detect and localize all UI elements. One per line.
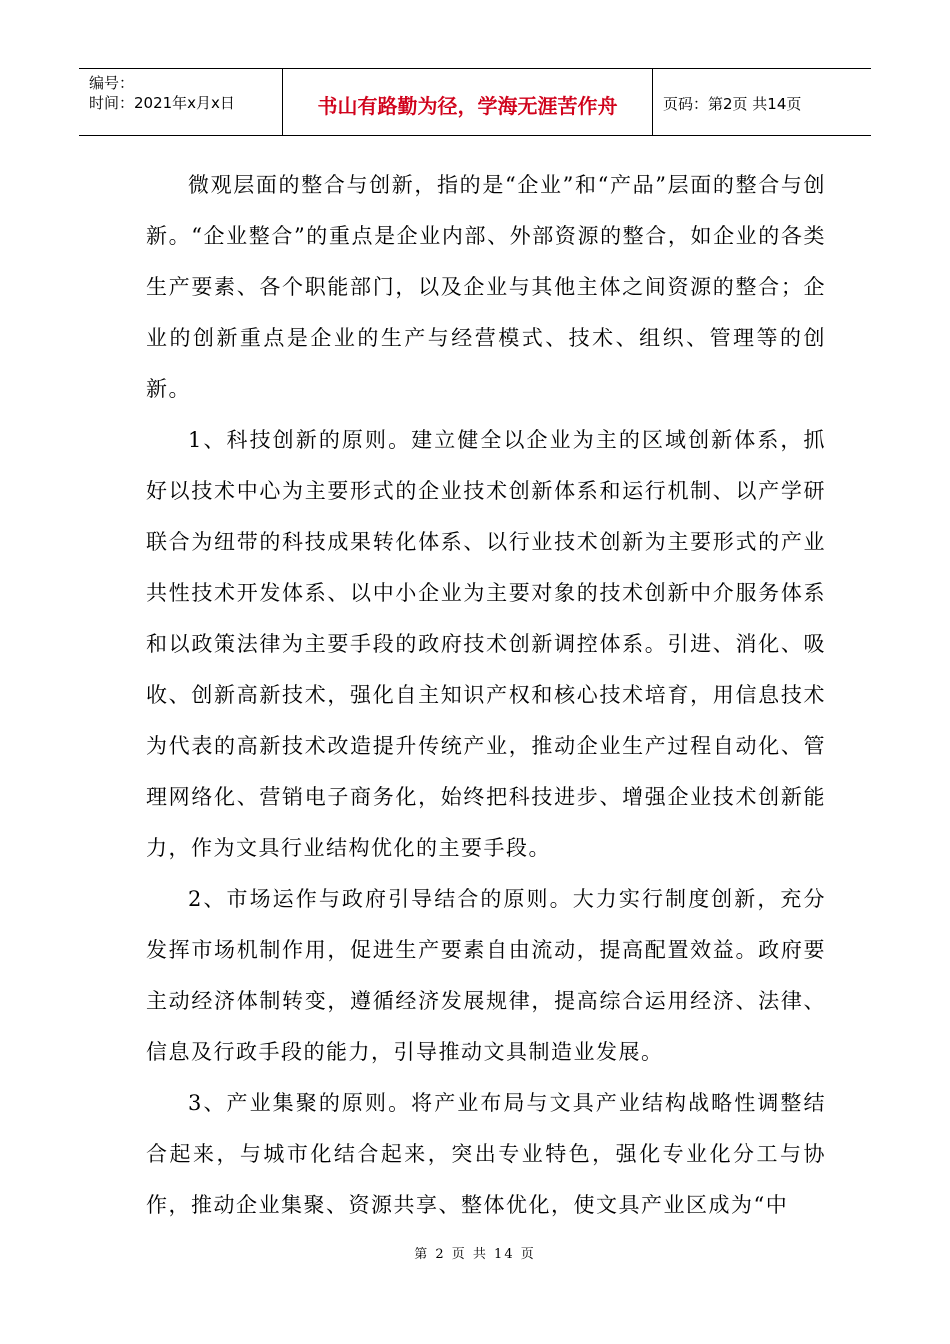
paragraph-3: 2、市场运作与政府引导结合的原则。大力实行制度创新，充分发挥市场机制作用，促进生产要素自由流动，提高配置效益。政府要主动经济体制转变，遵循经济发展规律，提高综合运用经济、法律、信息及行政手段的能力，引导推动文具制造业发展。 <box>146 887 826 1064</box>
header-meta <box>79 69 283 135</box>
header-page-info: 页码：第2页 共14页 <box>663 94 802 113</box>
document-body <box>146 160 826 1231</box>
header-motto: 书山有路勤为径，学海无涯苦作舟 <box>283 69 653 135</box>
document-date: 时间：2021年x月x日 <box>89 94 235 112</box>
page-footer: 第 2 页 共 14 页 <box>414 1247 536 1262</box>
document-header <box>79 68 871 136</box>
paragraph-1: 微观层面的整合与创新，指的是“企业”和“产品”层面的整合与创新。“企业整合”的重点是企业内部、外部资源的整合，如企业的各类生产要素、各个职能部门，以及企业与其他主体之间资源的整合；企业的创新重点是企业的生产与经营模式、技术、组织、管理等的创新。 <box>146 173 826 401</box>
document-number-label: 编号： <box>89 74 135 92</box>
paragraph-4: 3、产业集聚的原则。将产业布局与文具产业结构战略性调整结合起来，与城市化结合起来，突出专业特色，强化专业化分工与协作，推动企业集聚、资源共享、整体优化，使文具产业区成为“中 <box>146 1091 826 1217</box>
paragraph-2: 1、科技创新的原则。建立健全以企业为主的区域创新体系，抓好以技术中心为主要形式的企业技术创新体系和运行机制、以产学研联合为纽带的科技成果转化体系、以行业技术创新为主要形式的产业共性技术开发体系、以中小企业为主要对象的技术创新中介服务体系和以政策法律为主要手段的政府技术创新调控体系。引进、消化、吸收、创新高新技术，强化自主知识产权和核心技术培育，用信息技术为代表的高新技术改造提升传统产业，推动企业生产过程自动化、管理网络化、营销电子商务化，始终把科技进步、增强企业技术创新能力，作为文具行业结构优化的主要手段。 <box>146 428 826 860</box>
